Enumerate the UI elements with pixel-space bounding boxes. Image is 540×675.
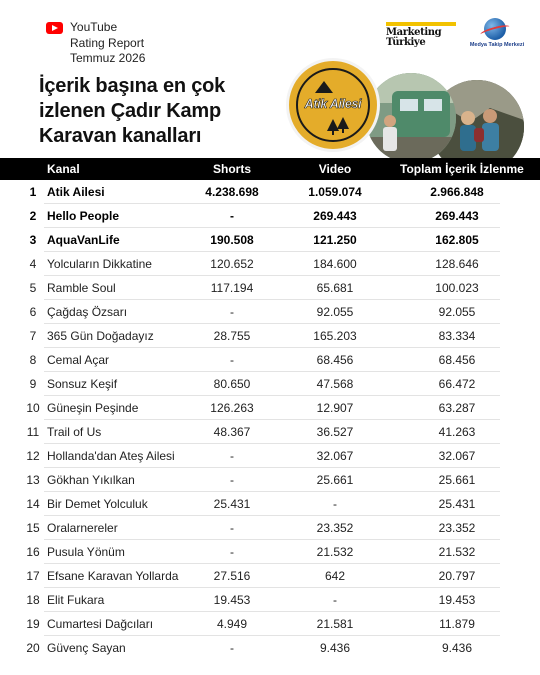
table-row [0, 396, 540, 420]
row-channel: Güvenç Sayan [47, 641, 126, 655]
row-shorts: 48.367 [213, 425, 251, 439]
row-shorts: - [230, 305, 234, 319]
row-channel: Atik Ailesi [47, 185, 105, 199]
row-video: 269.443 [313, 209, 357, 223]
header-shorts: Shorts [212, 162, 251, 176]
row-rank: 4 [29, 257, 37, 271]
row-rank: 1 [29, 185, 37, 199]
table-row [0, 564, 540, 588]
row-total: 83.334 [438, 329, 476, 343]
row-shorts: 126.263 [210, 401, 254, 415]
row-video: 47.568 [316, 377, 354, 391]
row-rank: 7 [29, 329, 37, 343]
logo-text-mtm: Medya Takip Merkezi [469, 42, 525, 48]
globe-icon [484, 18, 506, 40]
row-video: 9.436 [319, 641, 351, 655]
row-video: 121.250 [313, 233, 357, 247]
row-rank: 20 [26, 641, 40, 655]
row-channel: Oralarnereler [47, 521, 118, 535]
table-row [0, 492, 540, 516]
table-header [0, 158, 540, 180]
row-total: 63.287 [438, 401, 476, 415]
logo-text-turkiye: Türkiye [386, 37, 426, 48]
table-row [0, 588, 540, 612]
row-shorts: 4.949 [216, 617, 248, 631]
row-total: 11.879 [439, 617, 475, 631]
row-rank: 6 [29, 305, 37, 319]
header-total: Toplam İçerik İzlenme [400, 162, 524, 176]
row-shorts: 19.453 [213, 593, 251, 607]
table-row [0, 252, 540, 276]
row-channel: Gökhan Yıkılkan [47, 473, 135, 487]
table-row [0, 348, 540, 372]
row-rank: 9 [29, 377, 37, 391]
row-video: 165.203 [313, 329, 357, 343]
row-channel: Efsane Karavan Yollarda [47, 569, 179, 583]
row-channel: Ramble Soul [47, 281, 116, 295]
row-video: 12.907 [316, 401, 354, 415]
row-total: 19.453 [438, 593, 476, 607]
row-channel: AquaVanLife [47, 233, 120, 247]
caravan-photo-illustration [366, 73, 456, 163]
header-video: Video [318, 162, 352, 176]
table-row [0, 420, 540, 444]
row-shorts: - [230, 209, 234, 223]
row-rank: 18 [26, 593, 40, 607]
row-total: 269.443 [435, 209, 479, 223]
row-total: 92.055 [438, 305, 476, 319]
row-total: 128.646 [435, 257, 479, 271]
marketing-turkiye-logo [386, 22, 458, 48]
row-channel: Güneşin Peşinde [47, 401, 139, 415]
row-total: 2.966.848 [430, 185, 484, 199]
row-total: 41.263 [438, 425, 476, 439]
row-video: 21.581 [316, 617, 354, 631]
logo-accent-bar [386, 22, 456, 26]
badge-text: Atik Ailesi [304, 97, 362, 111]
row-total: 162.805 [435, 233, 479, 247]
table-row [0, 276, 540, 300]
row-shorts: 120.652 [210, 257, 254, 271]
table-row [0, 444, 540, 468]
row-video: 68.456 [316, 353, 354, 367]
row-shorts: - [230, 521, 234, 535]
row-video: 23.352 [316, 521, 354, 535]
report-type: Rating Report [70, 35, 145, 50]
row-channel: Pusula Yönüm [47, 545, 125, 559]
row-video: 65.681 [316, 281, 354, 295]
row-shorts: - [230, 449, 234, 463]
row-shorts: - [230, 545, 234, 559]
row-channel: Çağdaş Özsarı [47, 305, 128, 319]
report-header [0, 0, 540, 158]
row-rank: 16 [26, 545, 40, 559]
table-row [0, 324, 540, 348]
table-row [0, 180, 540, 204]
row-total: 66.472 [438, 377, 476, 391]
table-row [0, 204, 540, 228]
row-video: 92.055 [316, 305, 354, 319]
row-total: 32.067 [438, 449, 476, 463]
table-row [0, 228, 540, 252]
table-row [0, 612, 540, 636]
row-shorts: - [230, 353, 234, 367]
row-total: 25.661 [438, 473, 476, 487]
table-row [0, 300, 540, 324]
row-rank: 10 [26, 401, 40, 415]
table-row [0, 372, 540, 396]
atik-ailesi-badge [286, 58, 380, 152]
row-rank: 12 [26, 449, 40, 463]
row-rank: 15 [26, 521, 40, 535]
row-channel: Sonsuz Keşif [47, 377, 118, 391]
row-shorts: 4.238.698 [205, 185, 259, 199]
row-video: 25.661 [316, 473, 354, 487]
report-source: YouTube [70, 20, 118, 34]
title-line-1: İçerik başına en çok [39, 75, 226, 97]
row-channel: Bir Demet Yolculuk [47, 497, 148, 511]
row-shorts: 190.508 [210, 233, 254, 247]
row-shorts: 117.194 [210, 281, 254, 295]
row-rank: 3 [29, 233, 37, 247]
table-row [0, 516, 540, 540]
row-total: 100.023 [435, 281, 479, 295]
report-period: Temmuz 2026 [70, 51, 146, 65]
row-channel: Cemal Açar [47, 353, 110, 367]
row-channel: Hollanda'dan Ateş Ailesi [47, 449, 175, 463]
row-total: 25.431 [438, 497, 476, 511]
row-video: 36.527 [316, 425, 354, 439]
youtube-icon [46, 22, 63, 34]
row-shorts: 25.431 [213, 497, 251, 511]
row-video: - [333, 497, 337, 511]
row-rank: 14 [26, 497, 40, 511]
row-rank: 17 [26, 569, 40, 583]
row-rank: 8 [29, 353, 37, 367]
row-shorts: - [230, 641, 234, 655]
row-total: 9.436 [441, 641, 473, 655]
logo-text-marketing: Marketing [386, 27, 442, 38]
channel-photo-caravan [366, 73, 456, 163]
row-channel: Trail of Us [47, 425, 102, 439]
table-row [0, 636, 540, 660]
row-total: 21.532 [438, 545, 476, 559]
row-shorts: - [230, 473, 234, 487]
row-shorts: 27.516 [213, 569, 251, 583]
row-video: 642 [324, 569, 346, 583]
header-channel: Kanal [47, 162, 80, 176]
row-channel: Yolcuların Dikkatine [47, 257, 152, 271]
row-channel: Elit Fukara [47, 593, 105, 607]
row-channel: Hello People [47, 209, 120, 223]
row-shorts: 28.755 [213, 329, 251, 343]
row-video: 1.059.074 [308, 185, 362, 199]
row-rank: 19 [26, 617, 40, 631]
table-row [0, 468, 540, 492]
row-rank: 5 [29, 281, 37, 295]
row-video: 32.067 [316, 449, 354, 463]
row-rank: 13 [26, 473, 40, 487]
row-rank: 11 [26, 425, 40, 439]
row-video: - [333, 593, 337, 607]
row-rank: 2 [29, 209, 37, 223]
row-total: 23.352 [438, 521, 476, 535]
row-total: 20.797 [438, 569, 476, 583]
title-line-3: Karavan kanalları [39, 125, 202, 147]
title-line-2: izlenen Çadır Kamp [39, 100, 221, 122]
row-total: 68.456 [438, 353, 476, 367]
row-video: 184.600 [313, 257, 357, 271]
row-shorts: 80.650 [213, 377, 251, 391]
table-row [0, 540, 540, 564]
row-video: 21.532 [316, 545, 354, 559]
row-channel: Cumartesi Dağcıları [47, 617, 154, 631]
row-channel: 365 Gün Doğadayız [47, 329, 154, 343]
page-title [39, 74, 284, 149]
medya-takip-merkezi-logo [466, 18, 528, 60]
